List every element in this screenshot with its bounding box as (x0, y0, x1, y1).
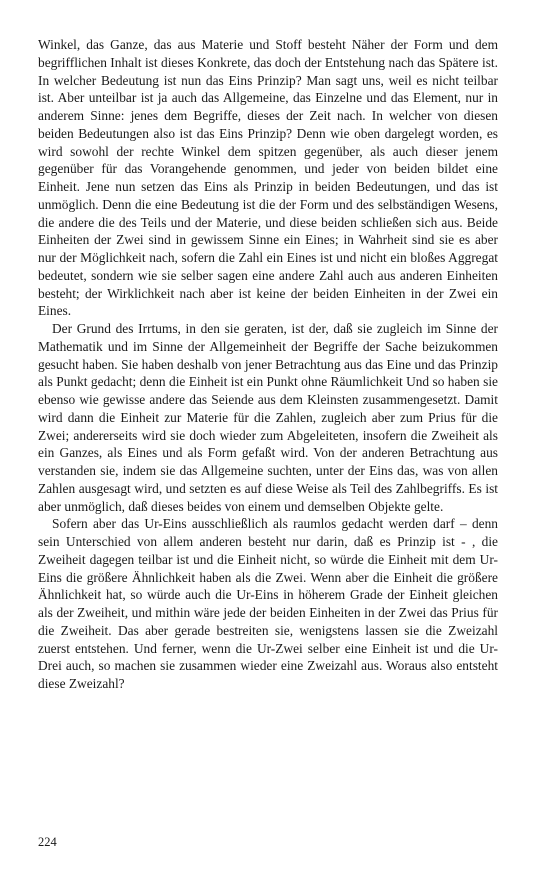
paragraph-3: Sofern aber das Ur-Eins ausschließlich als raumlos gedacht werden darf – denn sein Unterschied von allem anderen besteht nur darin, daß es Prinzip ist - , die Zweiheit dagegen teilbar ist und die Einheit nicht, so würde die Einheit mit dem Ur-Eins die größere Ähnlichkeit haben als die Zwei. Wenn aber die Einheit die größere Ähnlichkeit hat, so würde auch die Ur-Eins in höherem Grade der Einheit gleichen als der Zweiheit, und mithin wäre jede der beiden Einheiten in der Zwei das Prius für die Zweiheit. Das aber gerade bestreiten sie, wenigstens lassen sie die Zweizahl zuerst entstehen. Und ferner, wenn die Ur-Zwei selber eine Einheit ist und die Ur-Drei auch, so machen sie zusammen wieder eine Zweizahl aus. Woraus also entsteht diese Zweizahl? (38, 516, 498, 691)
paragraph-1: Winkel, das Ganze, das aus Materie und Stoff besteht Näher der Form und dem begrifflichen Inhalt ist dieses Konkrete, das doch der Entstehung nach das Spätere ist. In welcher Bedeutung ist nun das Eins Prinzip? Man sagt uns, weil es nicht teilbar ist. Aber unteilbar ist ja auch das Allgemeine, das Einzelne und das Element, nur in anderem Sinne: jenes dem Begriffe, dieses der Zeit nach. In welcher von diesen beiden Bedeutungen also ist das Eins Prinzip? Denn wie oben dargelegt worden, es wird sowohl der rechte Winkel dem spitzen gegenüber, als auch dieser jenem gegenüber für das Vorangehende genommen, und jeder von beiden bildet eine Einheit. Jene nun setzen das Eins als Prinzip in beiden Bedeutungen, und das ist unmöglich. Denn die eine Bedeutung ist die der Form und des selbständigen Wesens, die andere die des Teils und der Materie, und diese beiden schließen sich aus. Beide Einheiten der Zwei sind in gewissem Sinne ein Eines; in Wahrheit sind sie es aber nur der Möglichkeit nach, sofern die Zahl ein Eines ist und nicht ein bloßes Aggregat bedeutet, sondern wie sie selber sagen eine andere Zahl auch aus anderen Einheiten besteht; der Wirklichkeit nach aber ist keine der beiden Einheiten in der Zwei ein Eines. (38, 37, 498, 319)
paragraph-2: Der Grund des Irrtums, in den sie geraten, ist der, daß sie zugleich im Sinne der Mathematik und im Sinne der Allgemeinheit der Begriffe der Sache beizukommen gesucht haben. Sie haben deshalb von jener Betrachtung aus das Eine und das Prinzip als Punkt gedacht; denn die Einheit ist ein Punkt ohne Räumlichkeit Und so haben sie ebenso wie gewisse andere das Seiende aus dem Kleinsten zusammengesetzt. Damit wird dann die Einheit zur Materie für die Zahlen, zugleich aber zum Prius für die Zwei; andererseits wird sie doch wieder zum Abgeleiteten, insofern die Zweiheit als ein Ganzes, als Eines und als Form gefaßt wird. Von der anderen Betrachtung aus verstanden sie, indem sie das Allgemeine suchten, unter der Eins das, was von allen Zahlen ausgesagt wird, und setzten es auf diese Weise als Teil des Zahlbegriffs. Es ist aber unmöglich, daß dieses beides von einem und demselben Objekte gelte. (38, 321, 498, 514)
body-text (38, 36, 498, 693)
page-number: 224 (38, 835, 57, 849)
